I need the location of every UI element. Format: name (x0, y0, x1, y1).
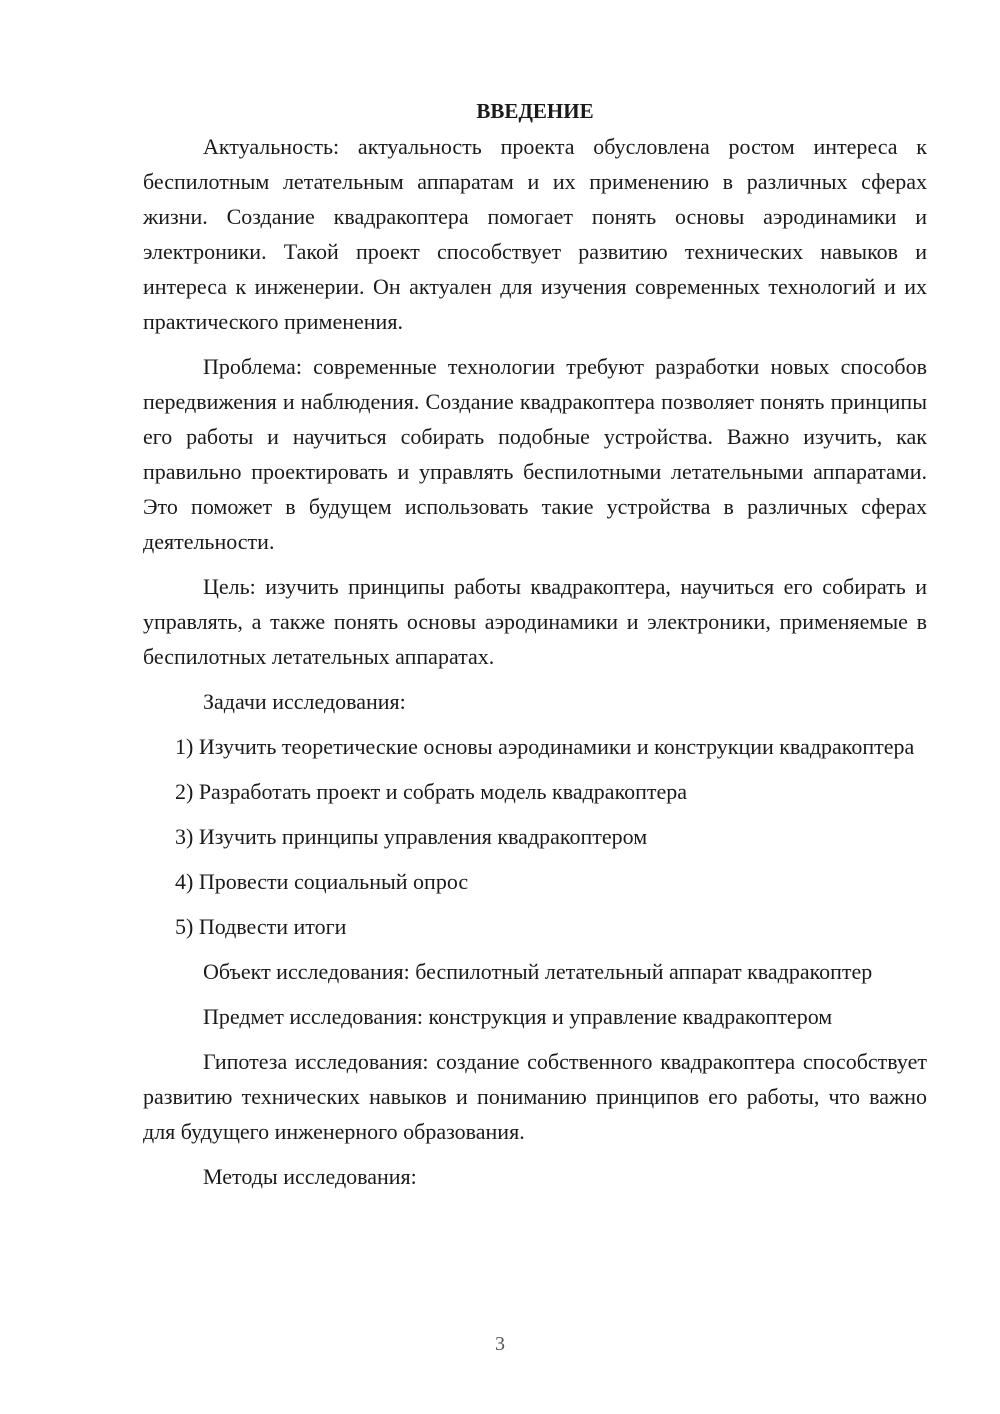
goal-paragraph: Цель: изучить принципы работы квадракоптера, научиться его собирать и управлять, а также понять основы аэродинамики и электроники, применяемые в беспилотных летательных аппаратах. (143, 574, 927, 669)
task-item-5: 5) Подвести итоги (175, 914, 347, 939)
relevance-paragraph: Актуальность: актуальность проекта обусловлена ростом интереса к беспилотным летательным аппаратам и их применению в различных сферах жизни. Создание квадракоптера помогает понять основы аэродинамики и электроники. Такой проект способствует развитию технических навыков и интереса к инженерии. Он актуален для изучения современных технологий и их практического применения. (143, 134, 927, 334)
object-paragraph: Объект исследования: беспилотный летательный аппарат квадракоптер (203, 959, 873, 984)
section-heading: ВВЕДЕНИЕ (476, 99, 594, 123)
tasks-list (143, 729, 927, 944)
task-item-1: 1) Изучить теоретические основы аэродинамики и конструкции квадракоптера (175, 734, 915, 759)
task-item-4: 4) Провести социальный опрос (175, 869, 469, 894)
problem-paragraph: Проблема: современные технологии требуют разработки новых способов передвижения и наблюдения. Создание квадракоптера позволяет понять принципы его работы и научиться собирать подобные устройства. Важно изучить, как правильно проектировать и управлять беспилотными летательными аппаратами. Это поможет в будущем использовать такие устройства в различных сферах деятельности. (143, 354, 927, 554)
page-number: 3 (495, 1333, 505, 1355)
subject-paragraph: Предмет исследования: конструкция и управление квадракоптером (203, 1004, 833, 1029)
task-item-3: 3) Изучить принципы управления квадракоптером (175, 824, 648, 849)
hypothesis-paragraph: Гипотеза исследования: создание собственного квадракоптера способствует развитию технических навыков и пониманию принципов его работы, что важно для будущего инженерного образования. (143, 1049, 927, 1144)
document-page (143, 94, 927, 1204)
tasks-title: Задачи исследования: (203, 689, 406, 714)
task-item-2: 2) Разработать проект и собрать модель квадракоптера (175, 779, 688, 804)
methods-title: Методы исследования: (203, 1164, 417, 1189)
